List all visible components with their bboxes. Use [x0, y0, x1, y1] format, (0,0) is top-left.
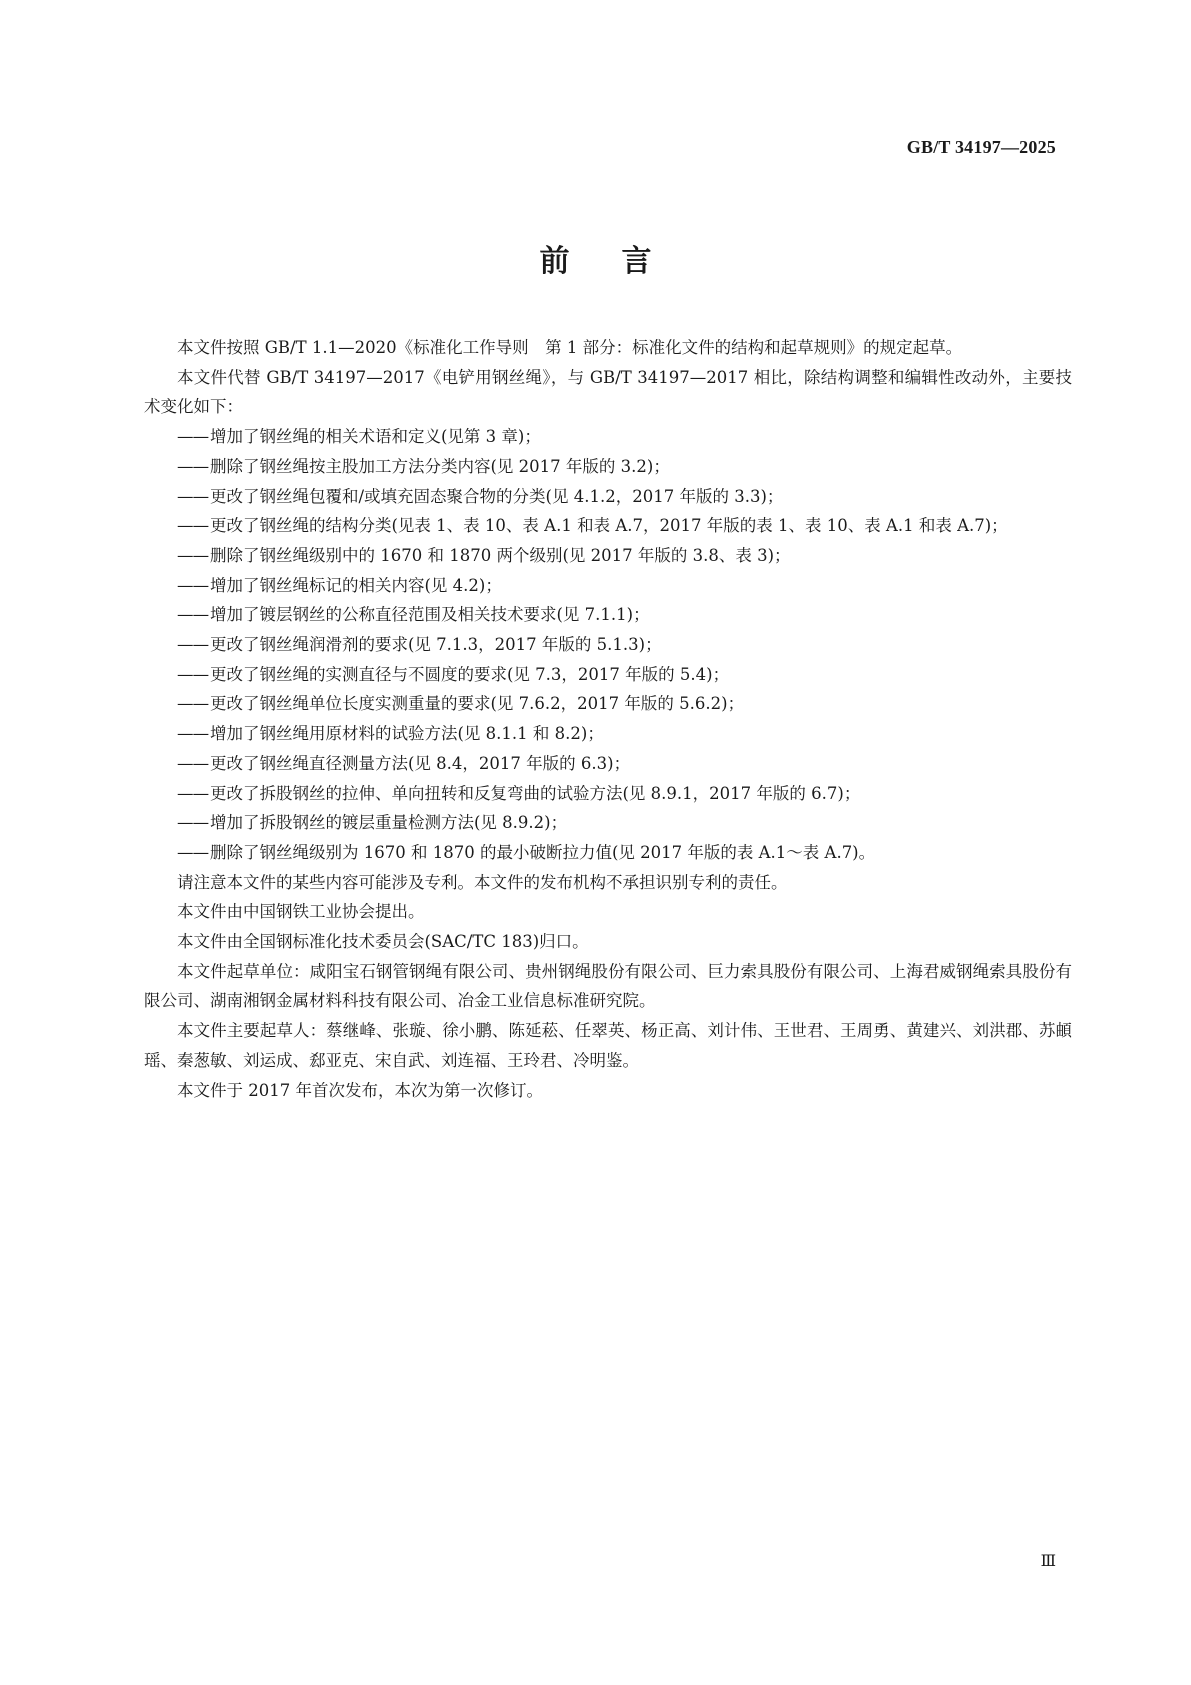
- list-item-text: 删除了钢丝绳级别中的 1670 和 1870 两个级别(见 2017 年版的 3.8、表 3)；: [210, 545, 791, 565]
- dash-marker: ——: [177, 575, 209, 595]
- list-item-text: 更改了钢丝绳包覆和/或填充固态聚合物的分类(见 4.1.2，2017 年版的 3.3)；: [210, 486, 784, 506]
- dash-marker: ——: [177, 753, 209, 773]
- list-item: [144, 541, 1072, 571]
- dash-marker: ——: [177, 427, 209, 447]
- foreword-body: [144, 333, 1072, 1105]
- intro-paragraph: 本文件按照 GB/T 1.1—2020《标准化工作导则 第 1 部分：标准化文件的结构和起草规则》的规定起草。: [177, 338, 963, 357]
- dash-marker: ——: [177, 605, 209, 625]
- list-item-text: 增加了钢丝绳用原材料的试验方法(见 8.1.1 和 8.2)；: [210, 724, 604, 744]
- list-item: [144, 571, 1072, 601]
- list-item-text: 更改了钢丝绳的结构分类(见表 1、表 10、表 A.1 和表 A.7，2017 年版的表 1、表 10、表 A.1 和表 A.7)；: [210, 516, 1008, 536]
- dash-marker: ——: [177, 842, 209, 862]
- dash-marker: ——: [177, 783, 209, 803]
- dash-marker: ——: [177, 664, 209, 684]
- publication-history: 本文件于 2017 年首次发布，本次为第一次修订。: [177, 1080, 543, 1100]
- dash-marker: ——: [177, 813, 209, 833]
- list-item: [144, 719, 1072, 749]
- list-item: [144, 749, 1072, 779]
- drafters: 本文件主要起草人：蔡继峰、张璇、徐小鹏、陈延菘、任翠英、杨正高、刘计伟、王世君、王周勇、黄建兴、刘洪郡、苏頔瑶、秦葱敏、刘运成、郄亚克、宋自武、刘连福、王玲君、冷明鉴。: [144, 1021, 1072, 1070]
- dash-marker: ——: [177, 545, 209, 565]
- list-item: [144, 689, 1072, 719]
- list-item: [144, 511, 1072, 541]
- list-item: [144, 660, 1072, 690]
- committee-statement: 本文件由全国钢标准化技术委员会(SAC/TC 183)归口。: [177, 932, 589, 952]
- list-item: [144, 779, 1072, 809]
- list-item-text: 增加了拆股钢丝的镀层重量检测方法(见 8.9.2)；: [210, 813, 568, 833]
- page-number: Ⅲ: [1040, 1553, 1056, 1570]
- list-item-text: 删除了钢丝绳级别为 1670 和 1870 的最小破断拉力值(见 2017 年版的表 A.1～表 A.7)。: [210, 842, 876, 862]
- list-item: [144, 482, 1072, 512]
- list-item: [144, 452, 1072, 482]
- dash-marker: ——: [177, 724, 209, 744]
- list-item: [144, 600, 1072, 630]
- list-item: [144, 808, 1072, 838]
- list-item-text: 增加了镀层钢丝的公称直径范围及相关技术要求(见 7.1.1)；: [210, 605, 650, 625]
- dash-marker: ——: [177, 516, 209, 536]
- dash-marker: ——: [177, 486, 209, 506]
- list-item-text: 删除了钢丝绳按主股加工方法分类内容(见 2017 年版的 3.2)；: [210, 456, 670, 476]
- list-item: [144, 838, 1072, 868]
- standard-code: GB/T 34197—2025: [906, 137, 1056, 157]
- proposer-statement: 本文件由中国钢铁工业协会提出。: [177, 902, 425, 922]
- list-item-text: 更改了钢丝绳单位长度实测重量的要求(见 7.6.2，2017 年版的 5.6.2)；: [210, 694, 745, 714]
- intro-paragraph: 本文件代替 GB/T 34197—2017《电铲用钢丝绳》，与 GB/T 34197—2017 相比，除结构调整和编辑性改动外，主要技术变化如下：: [144, 367, 1072, 417]
- list-item-text: 增加了钢丝绳标记的相关内容(见 4.2)；: [210, 575, 502, 595]
- list-item-text: 更改了钢丝绳直径测量方法(见 8.4，2017 年版的 6.3)；: [210, 753, 631, 773]
- list-item-text: 增加了钢丝绳的相关术语和定义(见第 3 章)；: [210, 427, 541, 447]
- list-item-text: 更改了钢丝绳的实测直径与不圆度的要求(见 7.3，2017 年版的 5.4)；: [210, 664, 730, 684]
- list-item-text: 更改了拆股钢丝的拉伸、单向扭转和反复弯曲的试验方法(见 8.9.1，2017 年版的 6.7)；: [210, 783, 861, 803]
- list-item: [144, 630, 1072, 660]
- page-title: 前言: [539, 244, 704, 279]
- change-list: [144, 422, 1072, 868]
- dash-marker: ——: [177, 635, 209, 655]
- dash-marker: ——: [177, 694, 209, 714]
- list-item-text: 更改了钢丝绳润滑剂的要求(见 7.1.3，2017 年版的 5.1.3)；: [210, 635, 662, 655]
- drafting-organizations: 本文件起草单位：咸阳宝石钢管钢绳有限公司、贵州钢绳股份有限公司、巨力索具股份有限公司、上海君威钢绳索具股份有限公司、湖南湘钢金属材料科技有限公司、冶金工业信息标准研究院。: [144, 961, 1072, 1011]
- dash-marker: ——: [177, 456, 209, 476]
- list-item: [144, 422, 1072, 452]
- patent-notice: 请注意本文件的某些内容可能涉及专利。本文件的发布机构不承担识别专利的责任。: [177, 872, 788, 892]
